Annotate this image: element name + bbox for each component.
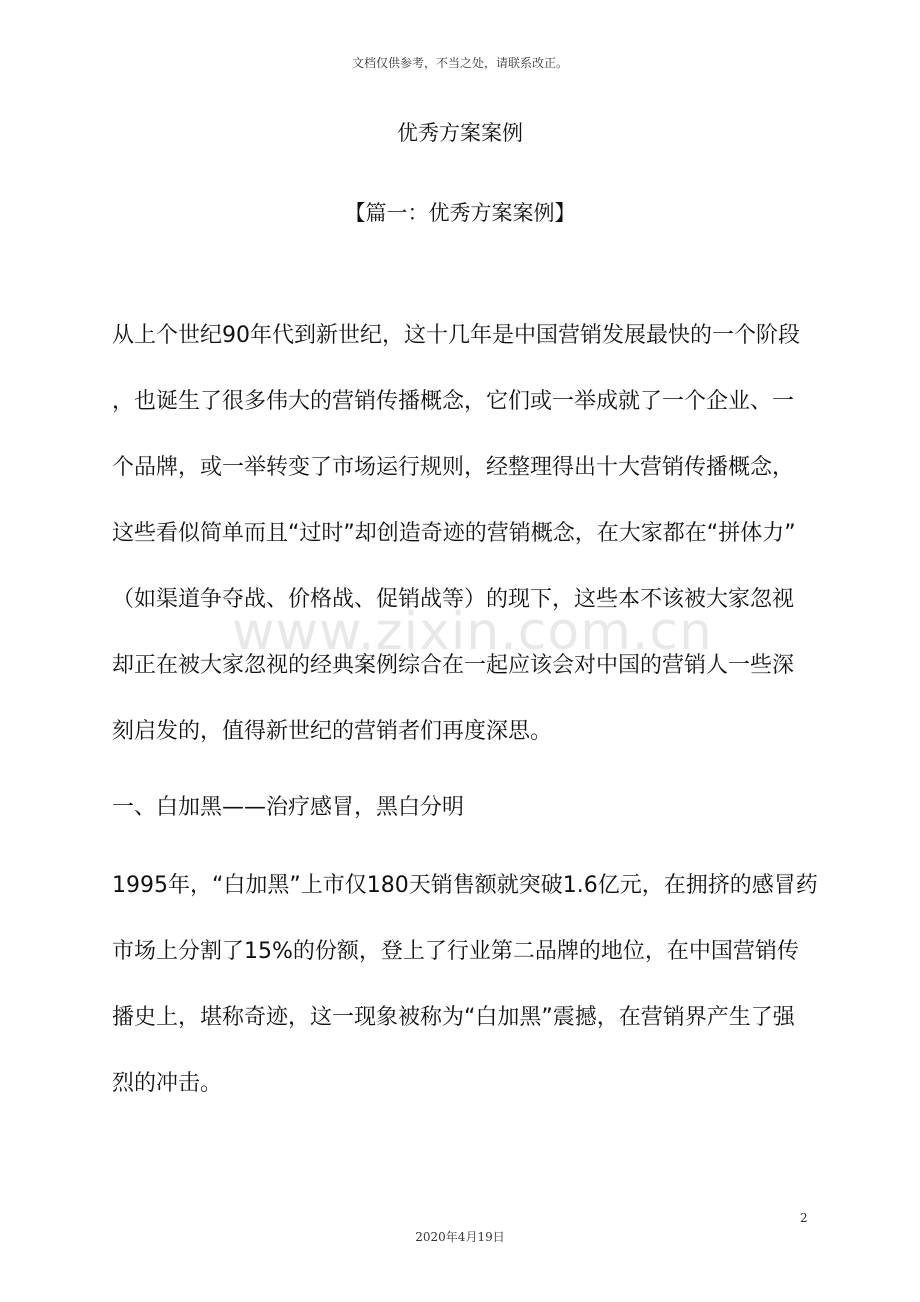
text-line: 播史上，堪称奇迹，这一现象被称为“白加黑”震撼，在营销界产生了强 [112, 1005, 795, 1030]
text-line: 市场上分割了15%的份额，登上了行业第二品牌的地位，在中国营销传 [112, 939, 799, 964]
text-line: 却正在被大家忽视的经典案例综合在一起应该会对中国的营销人一些深 [112, 653, 795, 678]
document-title: 优秀方案案例 [397, 121, 523, 145]
text-line: 1995年，“白加黑”上市仅180天销售额就突破1.6亿元，在拥挤的感冒药 [112, 873, 818, 898]
page-number: 2 [800, 1211, 808, 1225]
footer-date: 2020年4月19日 [415, 1230, 505, 1244]
text-line: 烈的冲击。 [112, 1071, 223, 1096]
text-line: 从上个世纪90年代到新世纪，这十几年是中国营销发展最快的一个阶段 [112, 323, 800, 348]
text-line: 个品牌，或一举转变了市场运行规则，经整理得出十大营销传播概念， [112, 455, 795, 480]
header-disclaimer: 文档仅供参考，不当之处，请联系改正。 [351, 56, 568, 70]
section-heading: 【篇一：优秀方案案例】 [344, 201, 576, 225]
text-line: 这些看似简单而且“过时”却创造奇迹的营销概念，在大家都在“拼体力” [112, 521, 796, 546]
subheading-baijiahei: 一、白加黑——治疗感冒，黑白分明 [112, 795, 465, 820]
text-line: ，也诞生了很多伟大的营销传播概念，它们或一举成就了一个企业、一 [112, 389, 795, 414]
text-line: 刻启发的，值得新世纪的营销者们再度深思。 [112, 719, 553, 744]
text-line: （如渠道争夺战、价格战、促销战等）的现下，这些本不该被大家忽视 [112, 587, 795, 612]
watermark: www.zixin.com.cn [232, 602, 713, 662]
